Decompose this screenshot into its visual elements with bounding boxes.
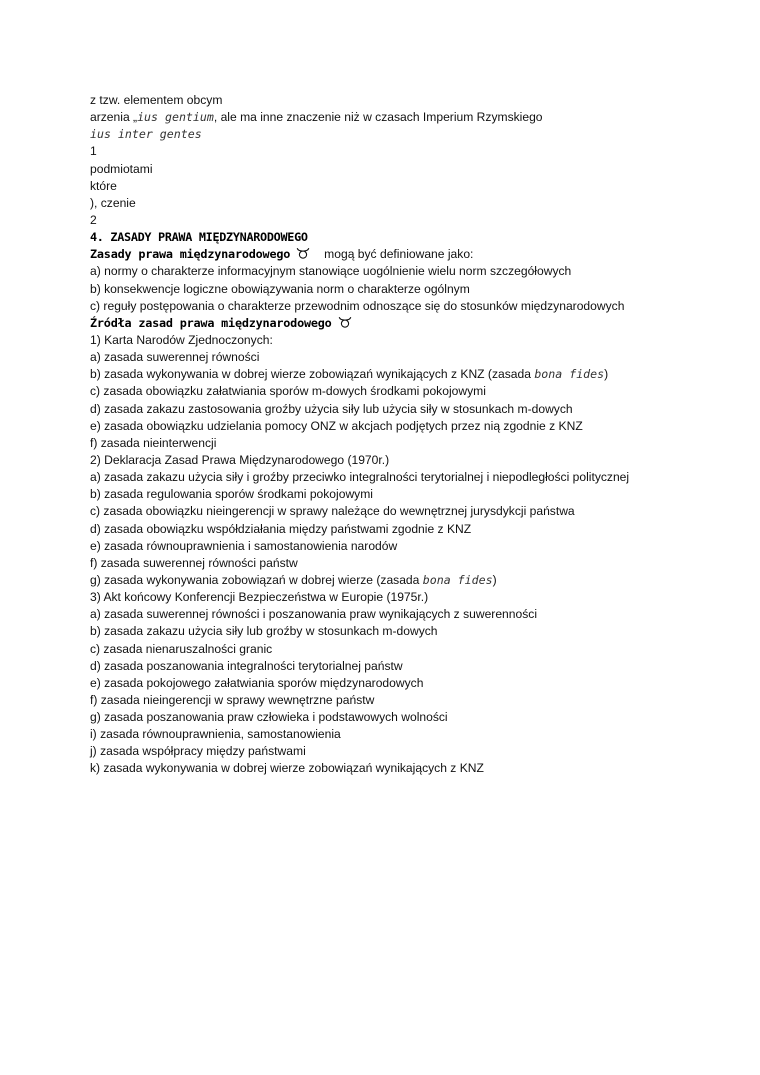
source-heading: 3) Akt końcowy Konferencji Bezpieczeństwa w Europie (1975r.) (90, 590, 429, 605)
latin-term: ius gentium (137, 110, 214, 125)
section-heading: 4. ZASADY PRAWA MIĘDZYNARODOWEGO (90, 230, 308, 245)
list-item: g) zasada poszanowania praw człowieka i podstawowych wolności (90, 710, 448, 725)
list-item: d) zasada obowiązku współdziałania między państwami zgodnie z KNZ (90, 521, 472, 536)
list-item: i) zasada równouprawnienia, samostanowienia (90, 727, 341, 742)
list-item: a) zasada suwerennej równości i poszanowania praw wynikających z suwerenności (90, 607, 538, 622)
footnote-number: 2 (90, 212, 97, 227)
list-item: e) zasada równouprawnienia i samostanowienia narodów (90, 538, 398, 553)
text-fragment: ) (604, 367, 609, 382)
bold-term: Zasady prawa międzynarodowego (90, 247, 291, 262)
latin-term: bona fides (422, 572, 493, 587)
list-item: j) zasada współpracy między państwami (90, 744, 306, 759)
list-item: f) zasada nieinterwencji (90, 435, 217, 450)
text-line: które (90, 178, 117, 193)
text-fragment: b) zasada wykonywania w dobrej wierze zobowiązań wynikających z KNZ (zasada (90, 367, 535, 382)
source-heading: 2) Deklaracja Zasad Prawa Międzynarodowego (1970r.) (90, 452, 390, 467)
list-item: e) zasada pokojowego załatwiania sporów międzynarodowych (90, 675, 424, 690)
bold-term: Źródła zasad prawa międzynarodowego (90, 315, 332, 330)
list-item: b) zasada zakazu użycia siły lub groźby w stosunkach m-dowych (90, 624, 438, 639)
subheading (90, 315, 730, 332)
list-item (90, 572, 730, 589)
document-body (90, 92, 730, 778)
text-fragment: g) zasada wykonywania zobowiązań w dobrej wierze (zasada (90, 572, 423, 587)
list-item: k) zasada wykonywania w dobrej wierze zobowiązań wynikających z KNZ (90, 761, 484, 776)
list-item: b) konsekwencje logiczne obowiązywania norm o charakterze ogólnym (90, 281, 470, 296)
latin-term-line: ius inter gentes (90, 127, 202, 142)
text-line: ), czenie (90, 195, 136, 210)
taurus-icon (338, 315, 352, 329)
source-heading: 1) Karta Narodów Zjednoczonych: (90, 332, 273, 347)
list-item: a) normy o charakterze informacyjnym stanowiące uogólnienie wielu norm szczegółowych (90, 264, 572, 279)
list-item (90, 366, 730, 383)
text-fragment: , ale ma inne znaczenie niż w czasach Imperium Rzymskiego (213, 110, 543, 125)
text-fragment: mogą być definiowane jako: (324, 247, 474, 262)
list-item: c) zasada obowiązku załatwiania sporów m-dowych środkami pokojowymi (90, 384, 486, 399)
text-line (90, 109, 730, 126)
text-line: podmiotami (90, 161, 153, 176)
list-item: c) reguły postępowania o charakterze przewodnim odnoszące się do stosunków międzynarodowych (90, 298, 625, 313)
taurus-icon (296, 246, 310, 260)
text-fragment: ) (492, 572, 497, 587)
list-item: d) zasada zakazu zastosowania groźby użycia siły lub użycia siły w stosunkach m-dowych (90, 401, 573, 416)
list-item: a) zasada suwerennej równości (90, 350, 260, 365)
latin-term: bona fides (534, 367, 605, 382)
list-item: f) zasada suwerennej równości państw (90, 555, 298, 570)
list-item: f) zasada nieingerencji w sprawy wewnętrzne państw (90, 692, 375, 707)
list-item: c) zasada nienaruszalności granic (90, 641, 273, 656)
list-item: d) zasada poszanowania integralności terytorialnej państw (90, 658, 403, 673)
footnote-number: 1 (90, 144, 97, 159)
text-line: z tzw. elementem obcym (90, 93, 223, 107)
list-item: c) zasada obowiązku nieingerencji w sprawy należące do wewnętrznej jurysdykcji państwa (90, 504, 575, 519)
text-fragment: arzenia „ (90, 110, 138, 125)
list-item: e) zasada obowiązku udzielania pomocy ONZ w akcjach podjętych przez nią zgodnie z KNZ (90, 418, 583, 433)
definition-intro (90, 246, 730, 263)
list-item: b) zasada regulowania sporów środkami pokojowymi (90, 487, 373, 502)
list-item: a) zasada zakazu użycia siły i groźby przeciwko integralności terytorialnej i niepodległości politycznej (90, 470, 630, 485)
